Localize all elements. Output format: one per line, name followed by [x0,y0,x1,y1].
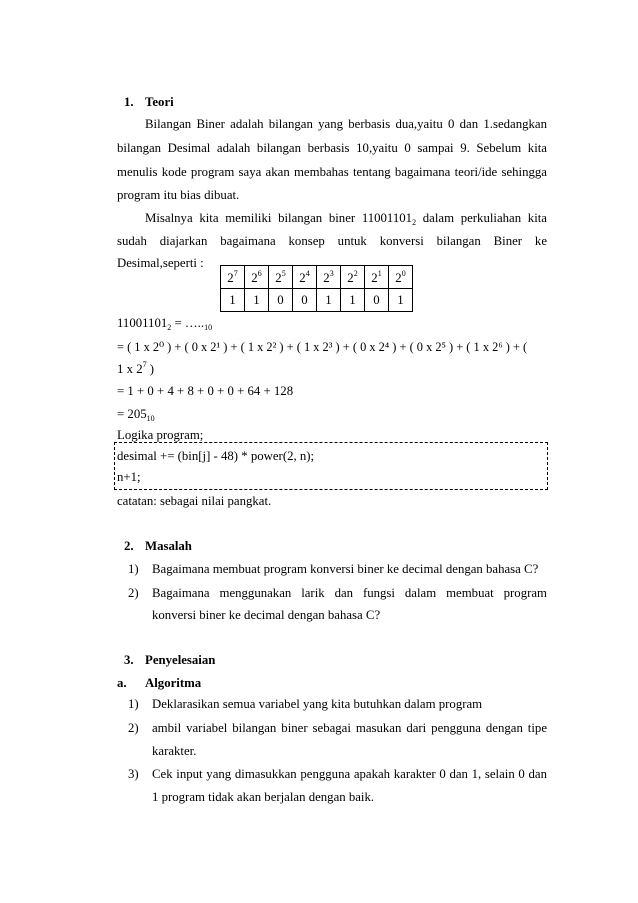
teori-p1-line3: menulis kode program saya akan membahas tentang bagaimana teori/ide sehingga [117,165,547,179]
subsection-a-number: a. [117,676,127,690]
equation-2-line2: 1 x $2^7$ ) [117,360,155,376]
table-cell-power: $2^0$ [389,266,413,289]
table-cell-power: $2^5$ [269,266,293,289]
table-cell-power: $2^1$ [365,266,389,289]
table-row-powers [221,266,413,289]
algoritma-item-1-num: 1) [128,697,139,711]
teori-p2-line1-a: Misalnya kita memiliki bilangan biner 11001101 [145,211,413,225]
section-2-heading: Masalah [145,539,192,553]
masalah-item-1-num: 1) [128,562,139,576]
equation-2-line1: = ( 1 x 2⁰ ) + ( 0 x 2¹ ) + ( 1 x 2² ) + ( 1 x 2³ ) + ( 0 x 2⁴ ) + ( 0 x 2⁵ ) + ( 1 x 2⁶ ) + ( [117,340,528,354]
table-cell-power: $2^6$ [245,266,269,289]
masalah-item-2-num: 2) [128,586,139,600]
section-3-number: 3. [124,653,134,667]
masalah-item-2-line1: Bagaimana menggunakan larik dan fungsi dalam membuat program [152,586,547,600]
algoritma-item-3-num: 3) [128,767,139,781]
teori-p1-line4: program itu bias dibuat. [117,188,240,202]
table-cell-power: $2^2$ [341,266,365,289]
table-row-bits [221,289,413,312]
teori-p1-line2: bilangan Desimal adalah bilangan berbasis 10,yaitu 0 sampai 9. Sebelum kita [117,141,547,155]
table-cell-bit: 1 [341,289,365,312]
algoritma-item-1-text: Deklarasikan semua variabel yang kita butuhkan dalam program [152,697,483,711]
algoritma-item-3-line2: 1 program tidak akan berjalan dengan baik. [152,790,375,804]
algoritma-item-3-line1: Cek input yang dimasukkan pengguna apakah karakter 0 dan 1, selain 0 dan [152,767,547,781]
code-line-2: n+1; [117,470,141,484]
section-1-number: 1. [124,95,134,109]
binary-power-table [220,265,413,312]
teori-p2-line1-b: dalam perkuliahan kita [416,211,547,225]
table-cell-bit: 0 [293,289,317,312]
section-2-number: 2. [124,539,134,553]
teori-p2-line1-sub: 2 [412,218,417,227]
table-cell-bit: 0 [365,289,389,312]
code-line-1: desimal += (bin[j] - 48) * power(2, n); [117,449,315,463]
teori-p2-line1 [117,208,547,228]
algoritma-item-2-num: 2) [128,721,139,735]
table-cell-power: $2^4$ [293,266,317,289]
table-cell-bit: 1 [221,289,245,312]
section-1-heading: Teori [145,95,174,109]
algoritma-item-2-line2: karakter. [152,744,197,758]
teori-p1-line1: Bilangan Biner adalah bilangan yang berbasis dua,yaitu 0 dan 1.sedangkan [145,117,547,131]
teori-p2-line2: sudah diajarkan bagaimana konsep untuk konversi bilangan Biner ke [117,234,547,248]
equation-1: $11001101_2$ = $\dots.._{10}$ [117,316,213,332]
algoritma-item-2-line1: ambil variabel bilangan biner sebagai masukan dari pengguna dengan tipe [152,721,547,735]
equation-4: = $205_{10}$ [117,407,155,423]
table-cell-bit: 1 [317,289,341,312]
table-cell-bit: 0 [269,289,293,312]
masalah-item-1-text: Bagaimana membuat program konversi biner ke decimal dengan bahasa C? [152,562,539,576]
table-cell-power: $2^3$ [317,266,341,289]
catatan-note: catatan: sebagai nilai pangkat. [117,494,272,508]
table-cell-bit: 1 [389,289,413,312]
masalah-item-2-line2: konversi biner ke decimal dengan bahasa C? [152,608,381,622]
teori-p2-line3: Desimal,seperti : [117,256,204,270]
table-cell-power: $2^7$ [221,266,245,289]
table-cell-bit: 1 [245,289,269,312]
equation-3: = 1 + 0 + 4 + 8 + 0 + 0 + 64 + 128 [117,384,294,398]
subsection-a-heading: Algoritma [145,676,202,690]
logika-label: Logika program; [117,428,204,442]
section-3-heading: Penyelesaian [145,653,216,667]
